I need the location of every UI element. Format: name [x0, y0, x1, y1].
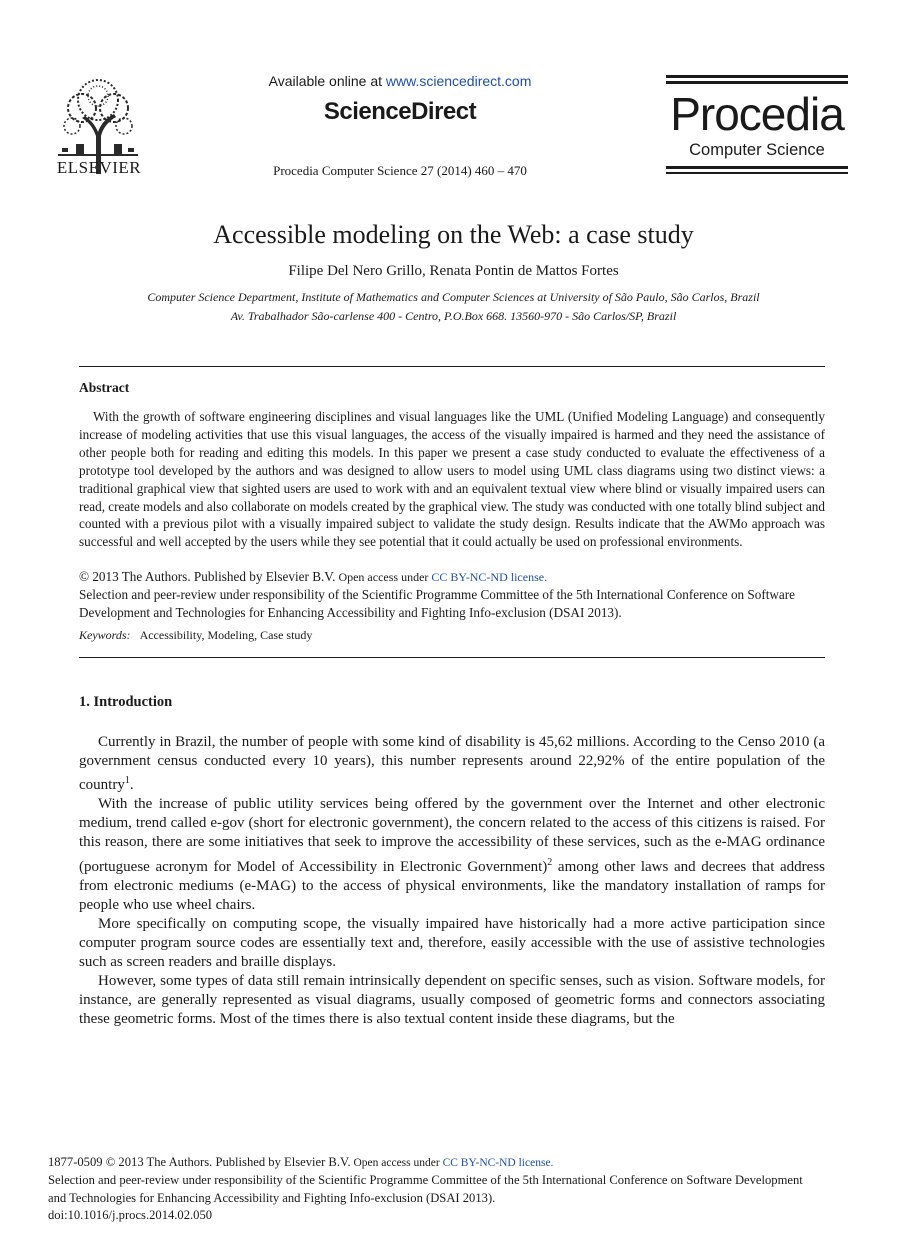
intro-paragraph [79, 795, 825, 915]
footer-open-access-text: Open access under [350, 1157, 443, 1169]
footnote-marker[interactable]: 1 [124, 775, 130, 787]
license-link[interactable]: CC BY-NC-ND license. [431, 570, 548, 584]
footer-review-line-1: Selection and peer-review under responsibility of the Scientific Programme Committee of the 5th International Conference on Software Development [48, 1173, 803, 1188]
copyright-text: © 2013 The Authors. Published by Elsevier B.V. [79, 569, 336, 584]
intro-paragraph-text: With the increase of public utility services being offered by the government over the Internet and other electronic medium, trend called e-gov (short for electronic government), the concern related to the access of this citizens is raised. For this reason, there are some initiatives that seek to improve the accessibility of these services, such as the e-MAG ordinance (portuguese acronym for Model of Accessibility in Electronic Government) [79, 796, 825, 875]
available-online-prefix: Available online at [268, 73, 386, 89]
intro-paragraph-text: . [129, 777, 134, 794]
procedia-wordmark: Procedia [670, 88, 844, 140]
footer-copyright-line [48, 1154, 858, 1172]
copyright-line [79, 569, 825, 585]
procedia-rule [666, 81, 848, 84]
available-online-line [200, 73, 600, 89]
intro-paragraph [79, 733, 825, 795]
keywords-list: Accessibility, Modeling, Case study [139, 628, 313, 642]
footer-issn-copyright: 1877-0509 © 2013 The Authors. Published by Elsevier B.V. [48, 1155, 351, 1169]
intro-paragraph-text: Currently in Brazil, the number of people with some kind of disability is 45,62 millions. According to the Censo 2010 (a government census conducted every 10 years), this number represents around 22,92% of the entire population of the country [79, 734, 825, 794]
introduction-heading: 1. Introduction [79, 694, 173, 710]
page-footer [48, 1154, 858, 1224]
footer-license-link[interactable]: CC BY-NC-ND license. [442, 1157, 554, 1169]
sciencedirect-link[interactable]: www.sciencedirect.com [385, 73, 532, 89]
procedia-rule [666, 172, 848, 174]
article-authors: Filipe Del Nero Grillo, Renata Pontin de Mattos Fortes [288, 263, 619, 279]
abstract-heading: Abstract [79, 380, 130, 395]
keywords-label: Keywords: [79, 628, 131, 642]
open-access-text: Open access under [335, 570, 432, 584]
sciencedirect-brand: ScienceDirect [323, 98, 477, 125]
abstract-body: With the growth of software engineering disciplines and visual languages like the UML (Unified Modeling Language) and consequently increase of modeling activities that use this visual languages, the access of the visually impaired is harmed and they need the assistance of other people both for reading and editing this models. In this paper we present a case study conducted to evaluate the effectiveness of a prototype tool developed by the authors and was designed to allow users to model using UML class diagrams using two distinct views: a traditional graphical view that sighted users are used to work with and an equivalent textual view where blind or visually impaired users can read, create models and also collaborate on models created by the graphical view. The study was conducted with one totally blind subject and counted with a previous pilot with a visually impaired subject to validate the study design. Results indicate that the AWMo approach was successful and well accepted by the users while they see potential that it could actually be used on professional environments. [79, 409, 825, 550]
article-title: Accessible modeling on the Web: a case study [213, 220, 694, 249]
procedia-rule [666, 166, 848, 169]
intro-paragraph: However, some types of data still remain intrinsically dependent on specific senses, such as vision. Software models, for instance, are generally represented as visual diagrams, usually composed of geometric forms and connectors associating these geometric forms. Most of the times there is also textual content inside these diagrams, but the [79, 973, 825, 1028]
affiliation-line-1: Computer Science Department, Institute of Mathematics and Computer Sciences at University of São Paulo, São Carlos, Brazil [147, 290, 760, 304]
section-divider [79, 657, 825, 658]
footer-review-line-2: and Technologies for Enhancing Accessibility and Fighting Info-exclusion (DSAI 2013). [48, 1190, 496, 1205]
footnote-marker[interactable]: 2 [547, 856, 553, 868]
introduction-body [79, 733, 825, 1029]
procedia-rule [666, 75, 848, 78]
elsevier-wordmark: ELSEVIER [56, 158, 142, 177]
procedia-logo [666, 75, 848, 175]
keywords-line [79, 628, 312, 643]
section-divider [79, 366, 825, 367]
journal-reference: Procedia Computer Science 27 (2014) 460 – 470 [273, 163, 527, 178]
footer-doi[interactable]: doi:10.1016/j.procs.2014.02.050 [48, 1207, 213, 1222]
intro-paragraph-text: among other laws and decrees that address from electronic mediums (e-MAG) to the access of physical environments, like the mandatory installation of ramps for people who use wheel chairs. [79, 858, 825, 913]
procedia-subtitle: Computer Science [689, 141, 825, 159]
affiliation-line-2: Av. Trabalhador São-carlense 400 - Centro, P.O.Box 668. 13560-970 - São Carlos/SP, Brazil [230, 309, 677, 323]
intro-paragraph: More specifically on computing scope, the visually impaired have historically had a more active participation since computer program source codes are essentially text and, therefore, easily accessible with the use of assistive technologies such as screen readers and braille displays. [79, 915, 825, 971]
peer-review-statement: Selection and peer-review under responsibility of the Scientific Programme Committee of the 5th International Conference on Software Development and Technologies for Enhancing Accessibility and Fighting Info-exclusion (DSAI 2013). [79, 587, 796, 620]
